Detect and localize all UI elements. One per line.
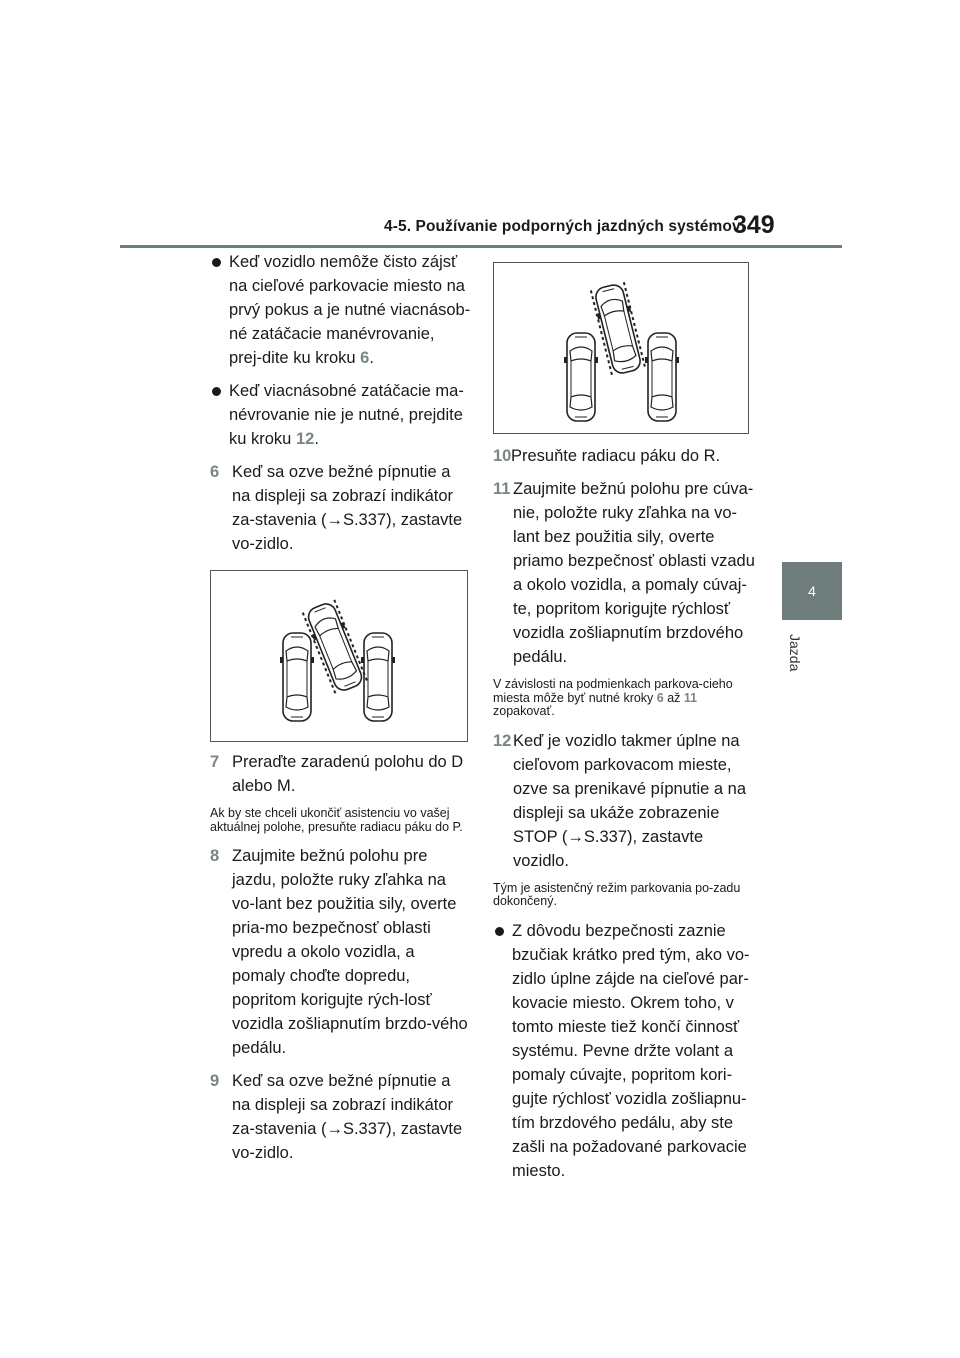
step-number: 12: [493, 731, 512, 750]
bullet-item: [210, 250, 472, 370]
step-number: 6: [210, 463, 220, 481]
step-6: [210, 460, 472, 556]
section-title: 4-5. Používanie podporných jazdných systémov: [384, 218, 741, 235]
step-ref: 12: [295, 430, 315, 448]
note-part: zopakovať.: [493, 704, 555, 718]
parking-cars-diagram-icon: [494, 263, 748, 433]
parking-cars-diagram-icon: [211, 571, 467, 741]
bullet-dot-icon: [495, 927, 504, 936]
step-number: 10: [493, 447, 512, 465]
step-number: 7: [210, 753, 220, 771]
parking-figure-left: [210, 570, 468, 742]
bullet-text-end: .: [369, 349, 374, 367]
header-rule: [120, 245, 842, 248]
step-10: [493, 444, 755, 468]
parking-figure-right: [493, 262, 749, 434]
bullet-dot-icon: [212, 387, 221, 396]
bullet-text: Keď viacnásobné zatáčacie ma-névrovanie nie je nutné, prejdite ku kroku: [229, 382, 464, 448]
note-part: až: [663, 690, 684, 705]
step-12: [493, 729, 755, 873]
step-ref: 6: [360, 349, 370, 367]
step-ref: 11: [683, 690, 698, 705]
bullet-text: Keď vozidlo nemôže čisto zájsť na cieľové parkovacie miesto na prvý pokus a je nutné viacnásob-né zatáčacie manévrovanie, prej-dite ku kroku: [229, 253, 471, 367]
step-text: Zaujmite bežnú polohu pre cúva-nie, položte ruky zľahka na vo-lant bez použitia sily, overte priamo bezpečnosť oblasti vzadu a okolo vozidla, a pomaly cúvaj-te, popritom korigujte rýchlosť vozidla zošliapnutím brzdového pedálu.: [513, 480, 755, 666]
left-column: [210, 250, 472, 1174]
note-text: Ak by ste chceli ukončiť asistenciu vo vašej aktuálnej polohe, presuňte radiacu páku do P.: [210, 806, 463, 834]
step-text: Presuňte radiacu páku do R.: [511, 447, 721, 465]
bullet-item: [493, 919, 755, 1183]
bullet-item: [210, 379, 472, 451]
step-text: Keď sa ozve bežné pípnutie a na displeji sa zobrazí indikátor za-stavenia (→S.337), zastavte vo-zidlo.: [232, 463, 463, 553]
step-ref: 6: [656, 690, 664, 705]
bullet-text: Z dôvodu bezpečnosti zaznie bzučiak krátko pred tým, ako vo-zidlo úplne zájde na cieľové par-kovacie miesto. Okrem toho, v tomto mieste tiež končí činnosť systému. Pevne držte volant a pomaly cúvajte, popritom kori-gujte rýchlosť vozidla zošliapnu-tím brzdového pedálu, aby ste zašli na požadované parkovacie miesto.: [512, 921, 750, 1180]
chapter-label: Jazda: [787, 634, 803, 672]
step-text: Preraďte zaradenú polohu do D alebo M.: [232, 753, 464, 795]
step-text: Keď je vozidlo takmer úplne na cieľovom parkovacom mieste, ozve sa prenikavé pípnutie a na displeji sa ukáže zobrazenie STOP (→S.337), zastavte vozidlo.: [513, 731, 746, 870]
right-column: [493, 262, 755, 1192]
step-7: [210, 750, 472, 798]
step-text: Keď sa ozve bežné pípnutie a na displeji sa zobrazí indikátor za-stavenia (→S.337), zastavte vo-zidlo.: [232, 1072, 463, 1162]
bullet-text-end: .: [314, 430, 319, 448]
note-text: [493, 678, 755, 719]
step-8: [210, 844, 472, 1060]
step-9: [210, 1069, 472, 1165]
step-number: 9: [210, 1072, 220, 1090]
bullet-dot-icon: [212, 258, 221, 267]
chapter-tab: 4: [782, 562, 842, 620]
step-number: 8: [210, 847, 220, 865]
page-number: 349: [733, 211, 775, 239]
note-text: Tým je asistenčný režim parkovania po-zadu dokončený.: [493, 880, 741, 908]
step-number: 11: [493, 480, 511, 498]
step-11: [493, 477, 755, 669]
note-part: V závislosti na podmienkach parkova-cieho miesta môže byť nutné kroky: [493, 677, 733, 705]
step-text: Zaujmite bežnú polohu pre jazdu, položte ruky zľahka na vo-lant bez použitia sily, overte pria-mo bezpečnosť oblasti vpredu a okolo vozidla, a pomaly choďte dopredu, popritom korigujte rých-losť vozidla zošliapnutím brzdo-vého pedálu.: [232, 847, 468, 1057]
